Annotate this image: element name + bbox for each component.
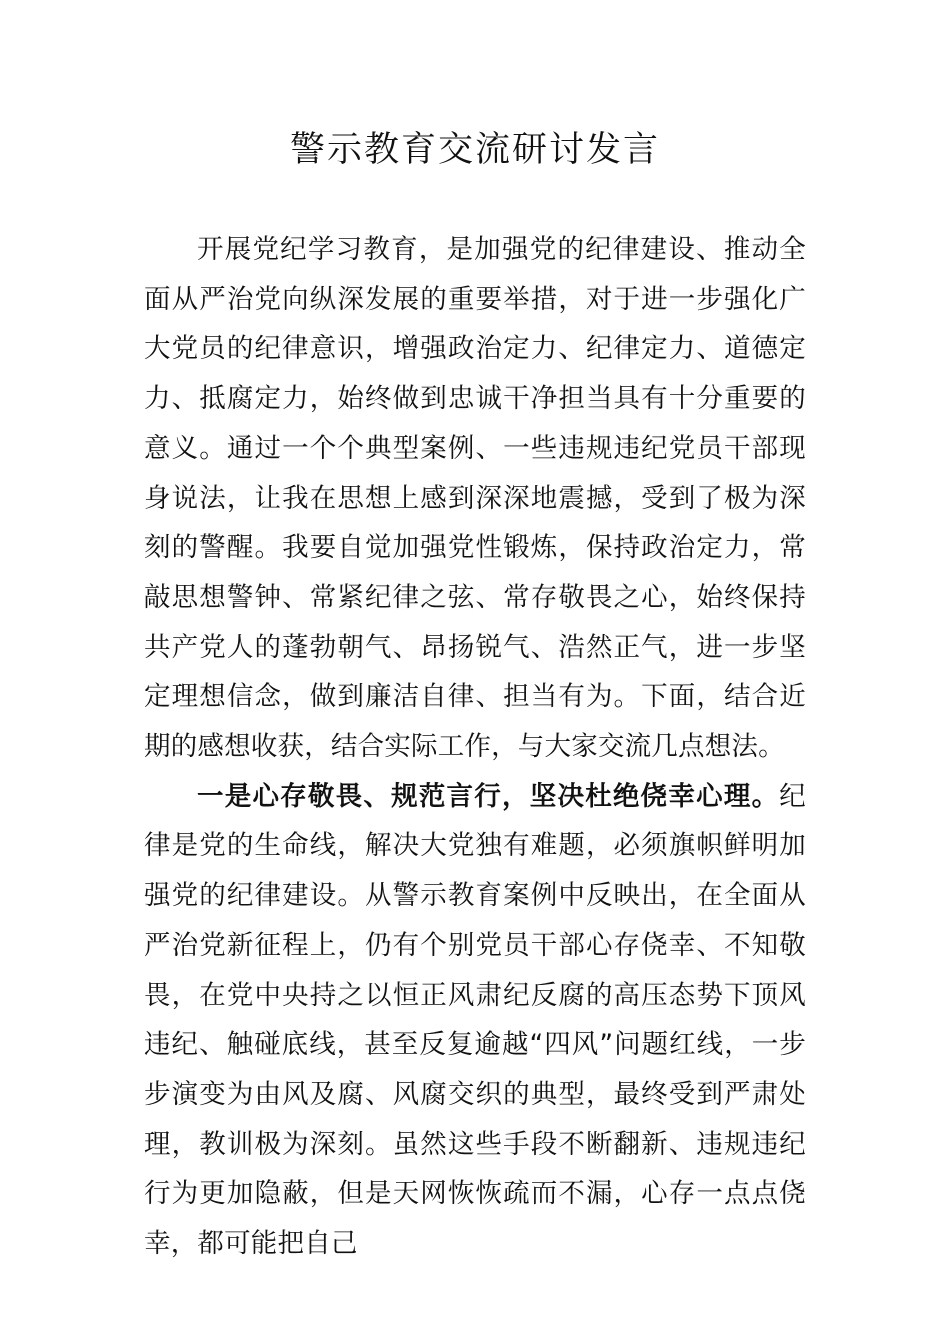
document-title: 警示教育交流研讨发言 <box>289 130 660 170</box>
paragraph-point-one <box>144 772 806 1269</box>
document-body <box>144 225 806 1269</box>
paragraph-text: 纪律是党的生命线，解决大党独有难题，必须旗帜鲜明加强党的纪律建设。从警示教育案例中反映出，在全面从严治党新征程上，仍有个别党员干部心存侥幸、不知敬畏，在党中央持之以恒正风肃纪反腐的高压态势下顶风违纪、触碰底线，甚至反复逾越“四风”问题红线，一步步演变为由风及腐、风腐交织的典型，最终受到严肃处理，教训极为深刻。虽然这些手段不断翻新、违规违纪行为更加隐蔽，但是天网恢恢疏而不漏，心存一点点侥幸，都可能把自己 <box>144 780 806 1260</box>
paragraph-intro <box>144 225 806 772</box>
paragraph-text: 开展党纪学习教育，是加强党的纪律建设、推动全面从严治党向纵深发展的重要举措，对于进一步强化广大党员的纪律意识，增强政治定力、纪律定力、道德定力、抵腐定力，始终做到忠诚干净担当具有十分重要的意义。通过一个个典型案例、一些违规违纪党员干部现身说法，让我在思想上感到深深地震撼，受到了极为深刻的警醒。我要自觉加强党性锻炼，保持政治定力，常敲思想警钟、常紧纪律之弦、常存敬畏之心，始终保持共产党人的蓬勃朝气、昂扬锐气、浩然正气，进一步坚定理想信念，做到廉洁自律、担当有为。下面，结合近期的感想收获，结合实际工作，与大家交流几点想法。 <box>144 234 806 763</box>
paragraph-heading: 一是心存敬畏、规范言行，坚决杜绝侥幸心理。 <box>197 780 780 812</box>
